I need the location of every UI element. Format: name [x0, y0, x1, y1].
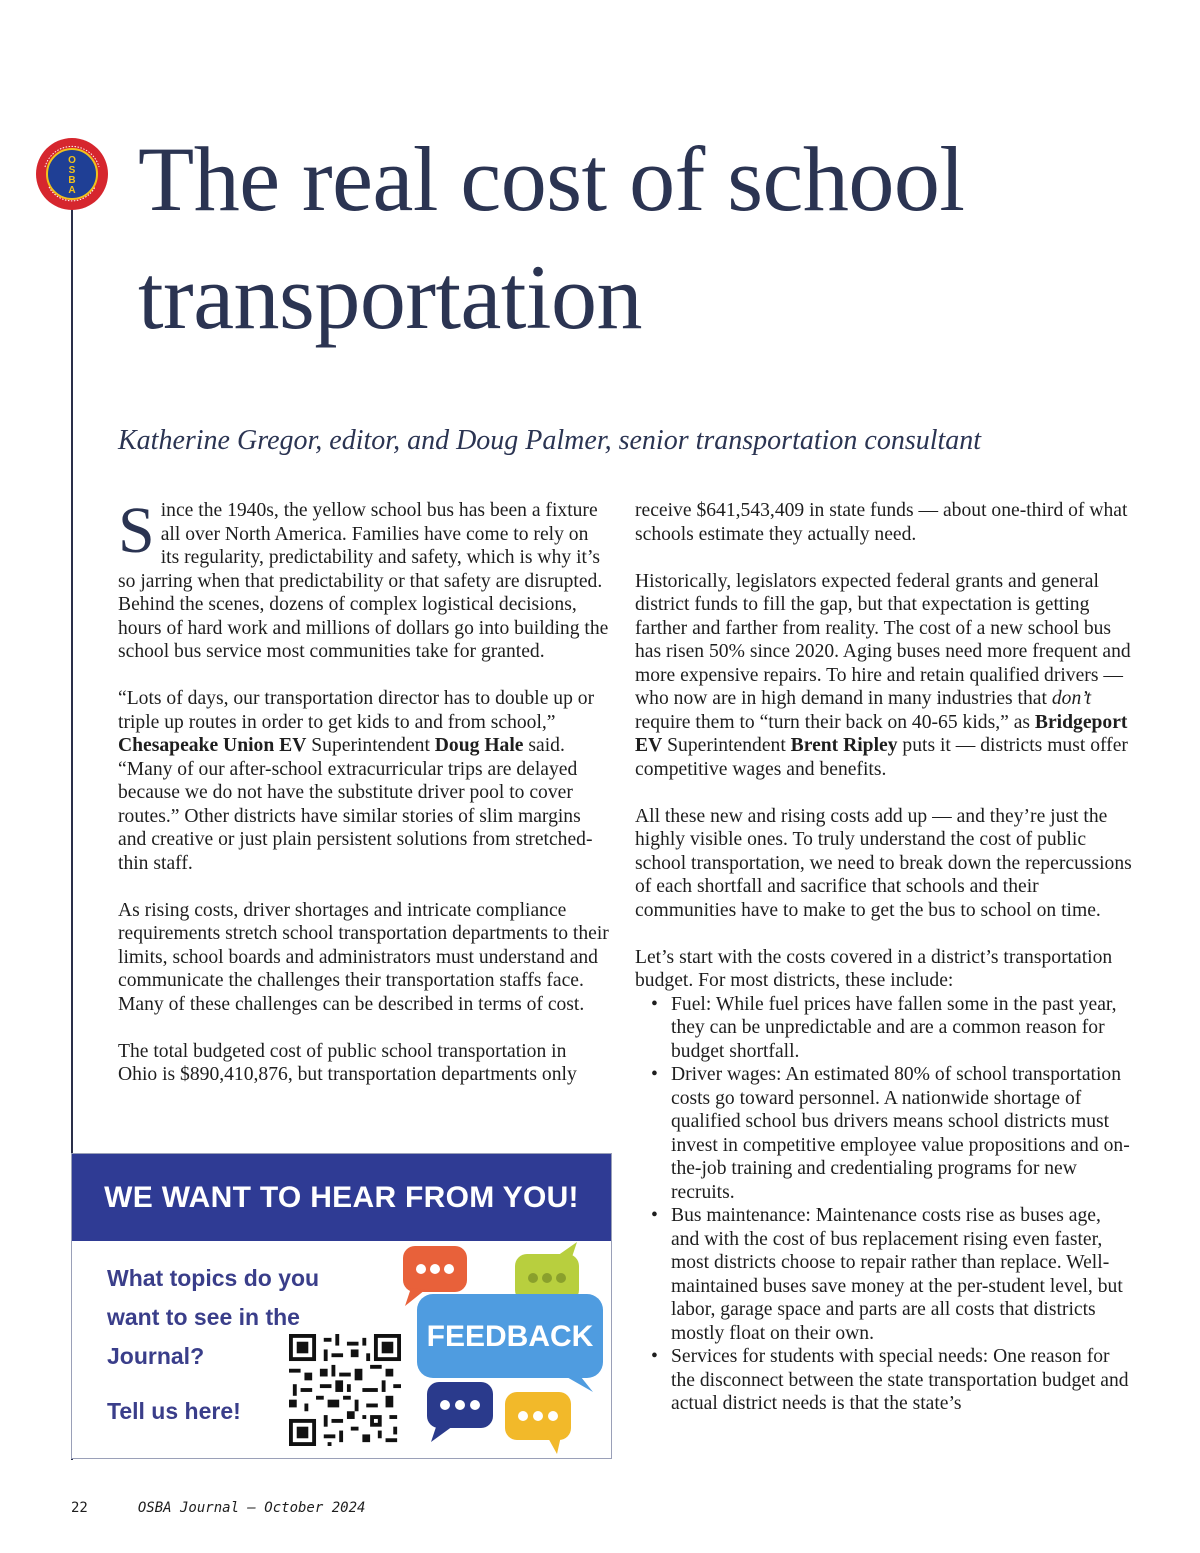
district-name: Chesapeake Union EV [118, 735, 307, 756]
article-title: The real cost of school transportation [138, 128, 965, 348]
cost-list [635, 993, 1132, 1416]
osba-seal-logo [35, 137, 109, 211]
list-item: • Bus maintenance: Maintenance costs rise as buses age, and with the cost of bus replacement rising even faster, most districts choose to repair rather than replace. Well-maintained buses save money at the per-student level, but labor, garage space and parts are all costs that districts mostly float on their own. [671, 1204, 1132, 1345]
paragraph-quote: “Lots of days, our transportation director has to double up or triple up routes in order to get kids to and from school,” Chesapeake Union EV Superintendent Doug Hale said. “Many of our after-school extracurricular trips are delayed because we do not have the substitute driver pool to cover routes.” Other districts have similar stories of slim margins and creative or just plain persistent solutions from stretched-thin staff. [118, 688, 595, 874]
drop-cap: S [118, 494, 155, 567]
paragraph: The total budgeted cost of public school transportation in Ohio is $890,410,876, but transportation departments only [118, 1040, 577, 1085]
svg-text:B: B [68, 175, 76, 186]
left-column [118, 494, 610, 1110]
promo-question: What topics do you want to see in the Journal? [107, 1265, 320, 1369]
svg-text:O: O [68, 155, 76, 166]
speech-bubble-icon [515, 1242, 579, 1302]
page-number: 22 [71, 1500, 88, 1516]
svg-text:A: A [68, 185, 76, 196]
promo-heading: WE WANT TO HEAR FROM YOU! [72, 1154, 611, 1241]
publication-name: OSBA Journal — October 2024 [137, 1500, 366, 1516]
page-footer [71, 1500, 365, 1516]
paragraph: Let’s start with the costs covered in a district’s transportation budget. For most districts, these include: [635, 946, 1113, 991]
district-name: Bridgeport EV [635, 711, 1128, 756]
person-name: Brent Ripley [790, 735, 898, 756]
list-item: • Fuel: While fuel prices have fallen some in the past year, they can be unpredictable and are a common reason for budget shortfall. [671, 993, 1132, 1064]
feedback-bubbles-illustration [397, 1242, 607, 1456]
qr-code-icon[interactable] [289, 1334, 401, 1446]
paragraph: All these new and rising costs add up — and they’re just the highly visible ones. To truly understand the cost of public school transportation, we need to break down the repercussions of each shortfall and sacrifice that schools and their communities have to make to get the bus to school on time. [635, 805, 1132, 921]
paragraph: As rising costs, driver shortages and intricate compliance requirements stretch school transportation departments to their limits, school boards and administrators must understand and communicate the challenges their transportation staffs face. Many of these challenges can be described in terms of cost. [118, 899, 609, 1015]
promo-cta-link[interactable]: Tell us here! [107, 1398, 241, 1424]
list-item: • Services for students with special needs: One reason for the disconnect between the state transportation budget and actual district needs is that the state’s [671, 1345, 1132, 1416]
svg-text:S: S [68, 165, 76, 176]
svg-text:FEEDBACK: FEEDBACK [426, 1320, 594, 1353]
paragraph-costs: Historically, legislators expected federal grants and general district funds to fill the gap, but that expectation is getting farther and farther from reality. The cost of a new school bus has risen 50% since 2020. Aging buses need more frequent and more expensive repairs. To hire and retain qualified drivers — who now are in high demand in many industries that don’t require them to “turn their back on 40-65 kids,” as Bridgeport EV Superintendent Brent Ripley puts it — districts must offer competitive wages and benefits. [635, 570, 1131, 780]
byline: Katherine Gregor, editor, and Doug Palmer, senior transportation consultant [118, 425, 982, 456]
list-item: • Driver wages: An estimated 80% of school transportation costs go toward personnel. A nationwide shortage of qualified school bus drivers means school districts must invest in competitive employee value propositions and on-the-job training and credentialing programs for new recruits. [671, 1063, 1132, 1204]
right-column [635, 499, 1132, 1416]
paragraph: receive $641,543,409 in state funds — about one-third of what schools estimate they actually need. [635, 500, 1128, 545]
paragraph-intro: Since the 1940s, the yellow school bus has been a fixture all over North America. Families have come to rely on its regularity, predictability and safety, which is why it’s so jarring when that predictability or that safety are disrupted. Behind the scenes, dozens of complex logistical decisions, hours of hard work and millions of dollars go into building the school bus service most communities take for granted. [118, 494, 609, 662]
person-name: Doug Hale [434, 735, 524, 756]
feedback-promo[interactable] [71, 1153, 612, 1459]
speech-bubble-icon [505, 1392, 571, 1454]
speech-bubble-icon [427, 1382, 493, 1442]
speech-bubble-icon [417, 1294, 603, 1392]
